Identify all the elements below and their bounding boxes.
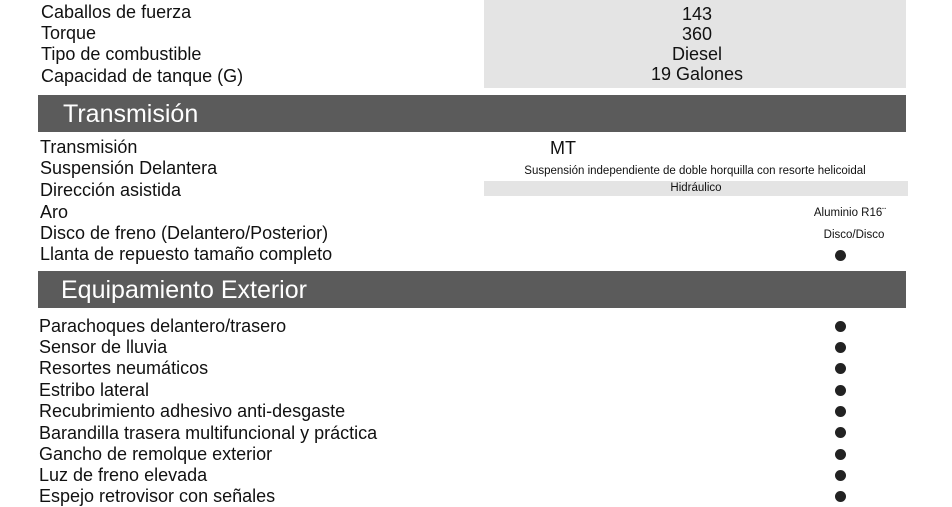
engine-label-horsepower: Caballos de fuerza [41, 2, 192, 22]
exterior-label-rear-rail: Barandilla trasera multifuncional y práctica [39, 423, 378, 443]
high-brake-light-included-dot [835, 470, 846, 481]
transmission-label-full-size-spare: Llanta de repuesto tamaño completo [40, 244, 333, 264]
engine-value-fuel-type: Diesel [671, 44, 723, 64]
tow-hook-included-dot [835, 449, 846, 460]
transmission-value-front-suspension: Suspensión independiente de doble horquilla con resorte helicoidal [524, 165, 866, 177]
transmission-value-brake-disc: Disco/Disco [823, 229, 885, 241]
bumpers-included-dot [835, 321, 846, 332]
exterior-label-air-springs: Resortes neumáticos [39, 358, 209, 378]
exterior-label-bumpers: Parachoques delantero/trasero [39, 316, 287, 336]
exterior-label-signal-mirror: Espejo retrovisor con señales [39, 486, 276, 506]
transmission-value-type: MT [550, 138, 576, 158]
signal-mirror-included-dot [835, 491, 846, 502]
exterior-label-rain-sensor: Sensor de lluvia [39, 337, 168, 357]
transmission-section-title: Transmisión [63, 100, 199, 128]
transmission-value-power-steering: Hidráulico [670, 182, 722, 194]
anti-wear-coating-included-dot [835, 406, 846, 417]
exterior-section-title: Equipamiento Exterior [61, 276, 307, 304]
transmission-label-type: Transmisión [40, 137, 138, 157]
exterior-label-tow-hook: Gancho de remolque exterior [39, 444, 273, 464]
engine-label-tank-capacity: Capacidad de tanque (G) [41, 66, 244, 86]
spare-tire-included-dot [835, 250, 846, 261]
exterior-label-side-step: Estribo lateral [39, 380, 150, 400]
engine-value-torque: 360 [681, 24, 713, 44]
transmission-value-rim: Aluminio R16¨ [813, 207, 887, 219]
engine-value-tank-capacity: 19 Galones [650, 64, 744, 84]
transmission-label-front-suspension: Suspensión Delantera [40, 158, 218, 178]
engine-label-fuel-type: Tipo de combustible [41, 44, 202, 64]
exterior-label-anti-wear-coating: Recubrimiento adhesivo anti-desgaste [39, 401, 346, 421]
exterior-label-high-brake-light: Luz de freno elevada [39, 465, 208, 485]
transmission-label-power-steering: Dirección asistida [40, 180, 182, 200]
side-step-included-dot [835, 385, 846, 396]
transmission-label-brake-disc: Disco de freno (Delantero/Posterior) [40, 223, 329, 243]
transmission-label-rim: Aro [40, 202, 69, 222]
engine-label-torque: Torque [41, 23, 97, 43]
rain-sensor-included-dot [835, 342, 846, 353]
rear-rail-included-dot [835, 427, 846, 438]
engine-value-horsepower: 143 [681, 4, 713, 24]
air-springs-included-dot [835, 363, 846, 374]
